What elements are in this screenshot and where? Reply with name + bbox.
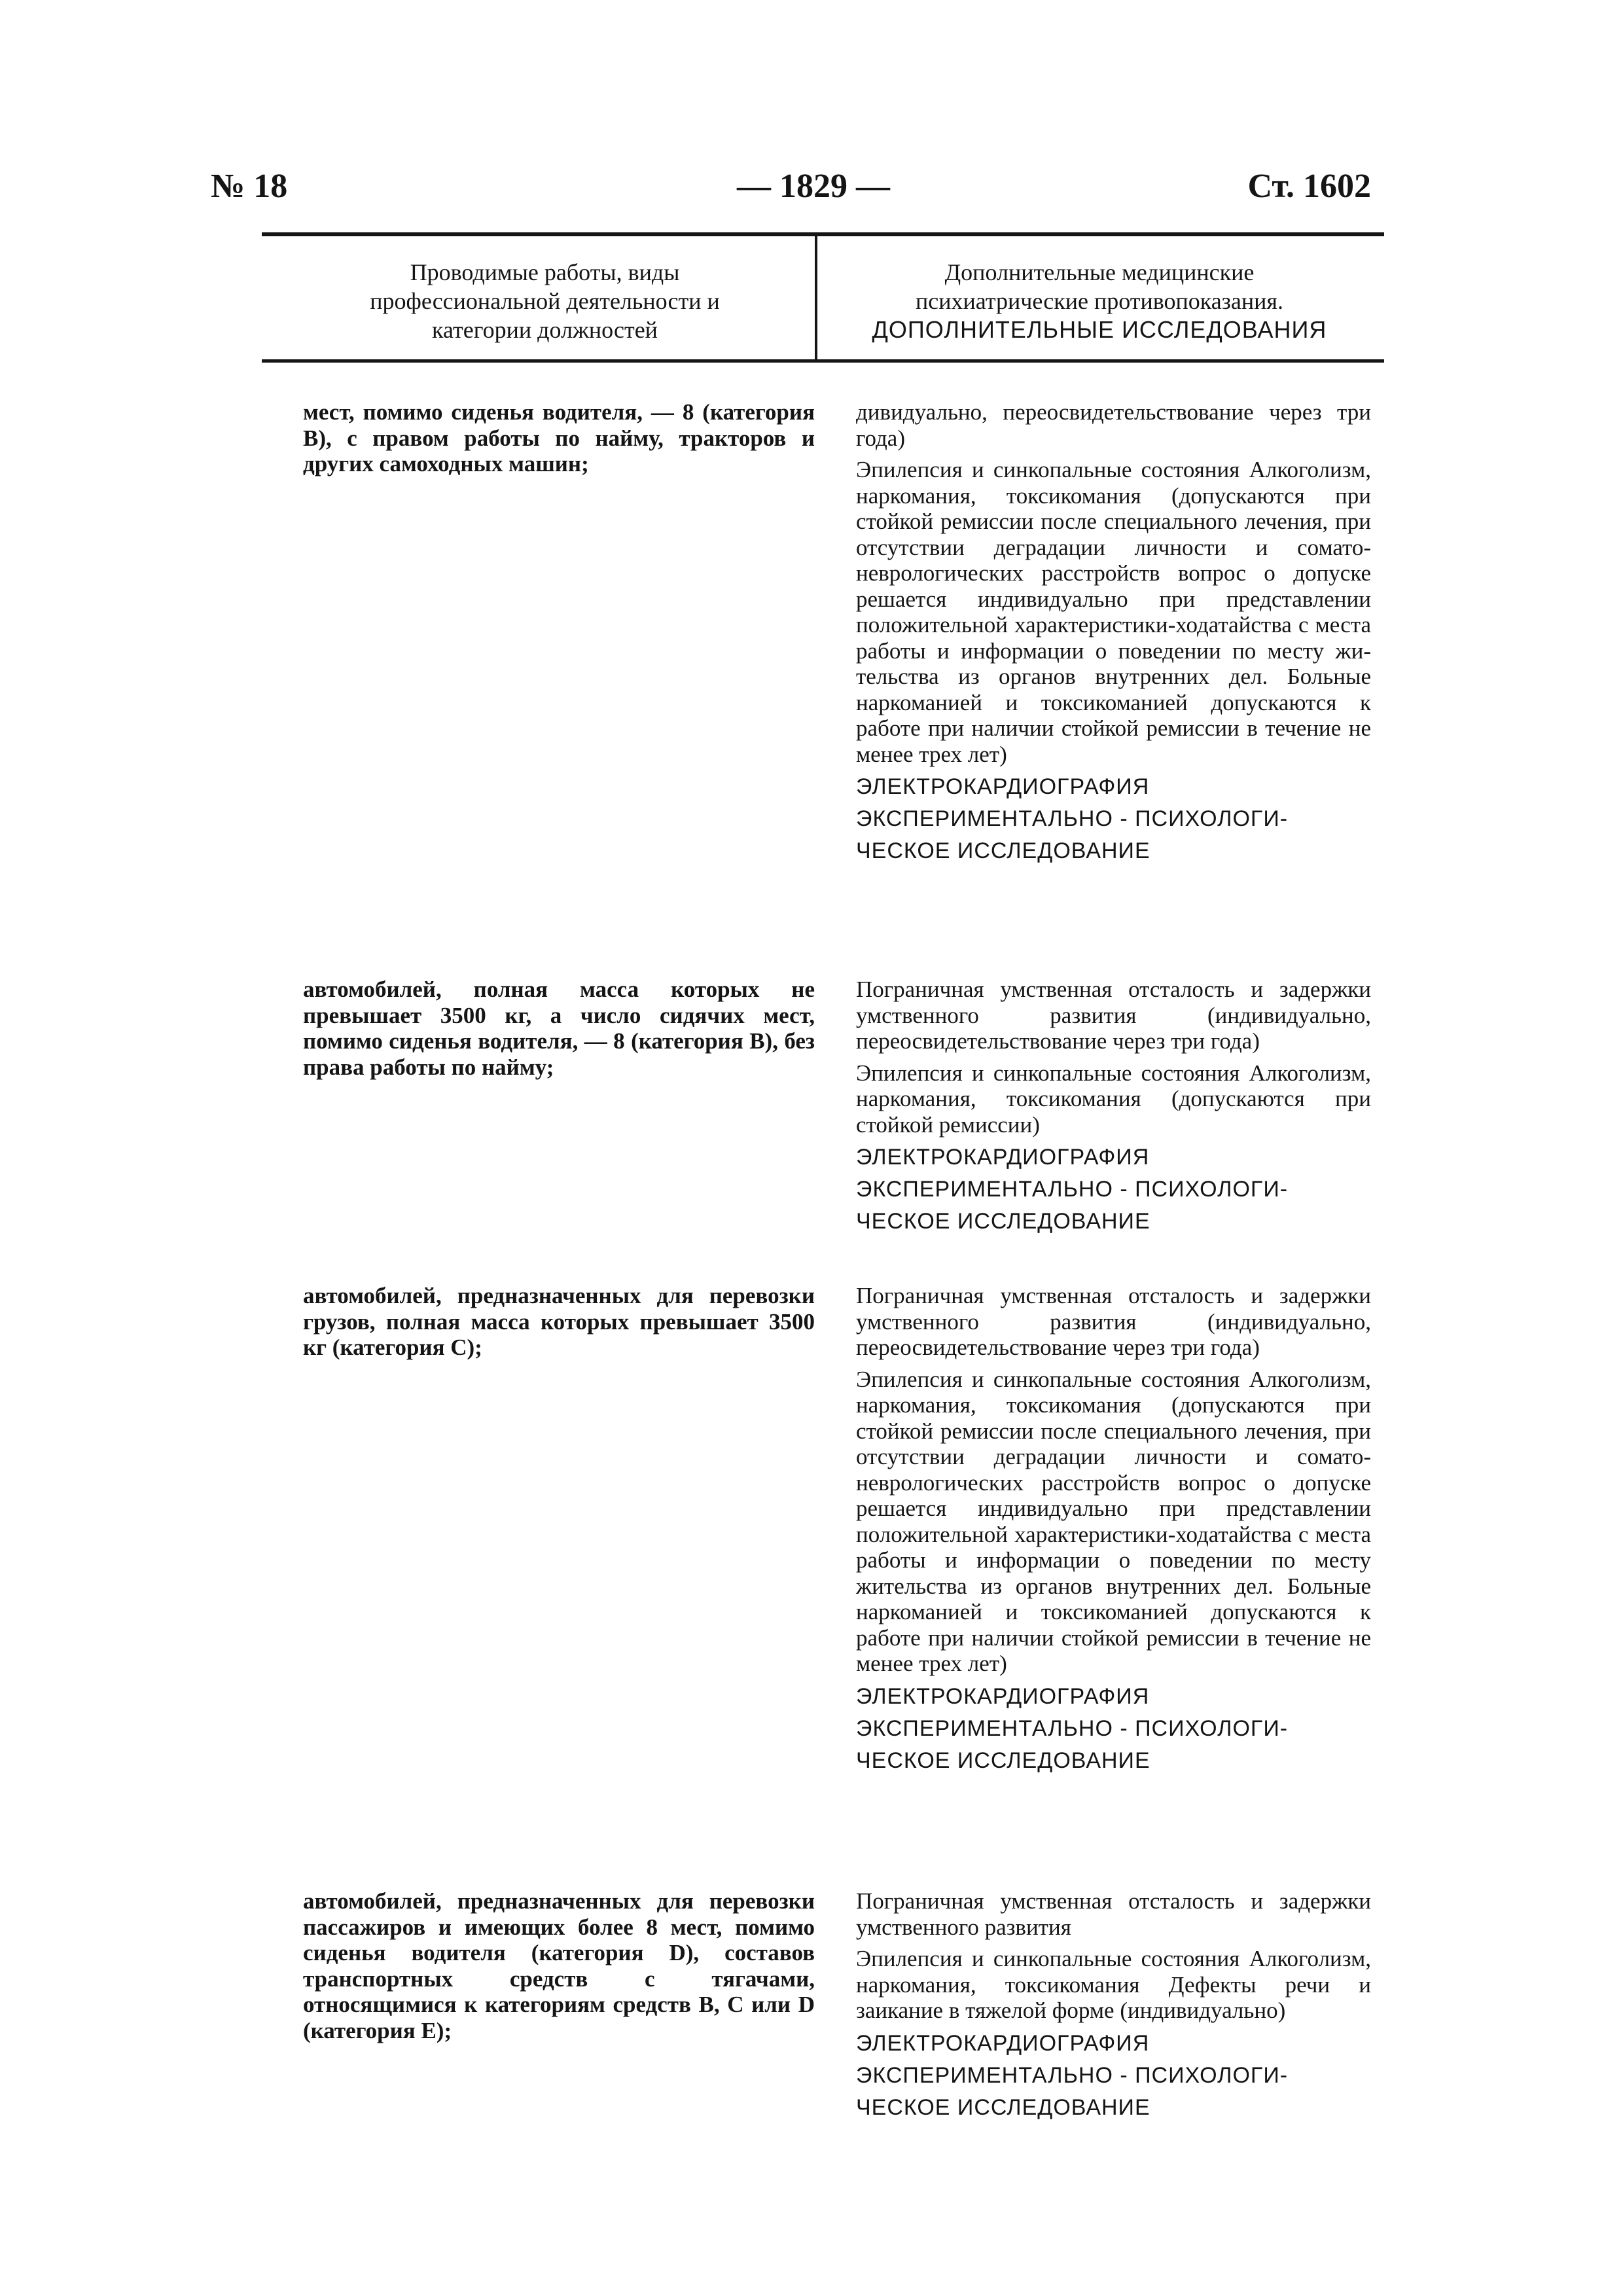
column-heading-line: профессиональной деятельности и <box>370 288 720 314</box>
table-top-rule <box>262 232 1384 236</box>
column-heading-line: ДОПОЛНИТЕЛЬНЫЕ ИССЛЕДОВАНИЯ <box>872 316 1327 343</box>
required-exam-ecg: ЭЛЕКТРОКАРДИОГРАФИЯ <box>856 2030 1150 2056</box>
column-heading-line: Проводимые работы, виды <box>410 259 680 285</box>
contraindication-text: Пограничная умственная отсталость и задержки умственного развития (индивидуально, переосвидетельствование через три года) <box>856 1283 1371 1360</box>
row-3-work-type: автомобилей, предназначенных для перевозки грузов, полная масса которых превышает 3500 кг (категория С); <box>303 1283 815 1360</box>
row-2-contraindications <box>856 977 1371 1238</box>
contraindication-text: Эпилепсия и синкопальные состояния Алкоголизм, наркомания, токсикомания (допускаются при стойкой ремиссии после специального лечения, при отсутствии деградации личности и соматоневрологических расстройств вопрос о допуске решается индивидуально при представлении положительной характеристики-ходатайства с места работы и информации о поведении по месту жительства из органов внутренних дел. Больные наркоманией и токсикоманией допускаются к работе при наличии стойкой ремиссии в течение не менее трех лет) <box>856 1366 1371 1676</box>
required-exam-ecg: ЭЛЕКТРОКАРДИОГРАФИЯ <box>856 774 1150 799</box>
column-heading-line: психиатрические противопоказания. <box>916 288 1283 314</box>
contraindication-text: Эпилепсия и синкопальные состояния Алкоголизм, наркомания, токсикомания Дефекты речи и заикание в тяжелой форме (индивидуально) <box>856 1946 1371 2023</box>
column-heading-line: категории должностей <box>432 317 658 343</box>
table-header-bottom-rule <box>262 359 1384 363</box>
required-exam-psych: ЧЕСКОЕ ИССЛЕДОВАНИЕ <box>856 1748 1150 1773</box>
contraindication-text: Эпилепсия и синкопальные состояния Алкоголизм, наркомания, токсикомания (допускаются при стойкой ремиссии после специального лечения, при отсутствии деградации личности и соматоневрологических расстройств вопрос о допуске решается индивидуально при представлении положительной характеристики-ходатайства с места работы и информации о поведении по месту жительства из органов внутренних дел. Больные наркоманией и токсикоманией допускаются к работе при наличии стойкой ремиссии в течение не менее трех лет) <box>856 457 1371 767</box>
required-exam-ecg: ЭЛЕКТРОКАРДИОГРАФИЯ <box>856 1145 1150 1170</box>
contraindication-text: Пограничная умственная отсталость и задержки умственного развития <box>856 1888 1371 1940</box>
row-4-contraindications <box>856 1888 1371 2124</box>
row-1-contraindications <box>856 399 1371 867</box>
required-exam-psych: ЧЕСКОЕ ИССЛЕДОВАНИЕ <box>856 2094 1150 2120</box>
required-exam-psych: ЧЕСКОЕ ИССЛЕДОВАНИЕ <box>856 838 1150 863</box>
column-heading-line: Дополнительные медицинские <box>944 259 1255 285</box>
column-heading-work-types <box>308 258 782 344</box>
required-exam-psych: ЭКСПЕРИМЕНТАЛЬНО - ПСИХОЛОГИ- <box>856 1177 1289 1202</box>
row-1-work-type: мест, помимо сиденья водителя, — 8 (категория В), с правом работы по найму, тракторов и других самоходных машин; <box>303 399 815 476</box>
required-exam-psych: ЧЕСКОЕ ИССЛЕДОВАНИЕ <box>856 1209 1150 1234</box>
page-number: — 1829 — <box>737 168 890 205</box>
contraindication-text: Эпилепсия и синкопальные состояния Алкоголизм, наркомания, токсикомания (допускаются при стойкой ремиссии) <box>856 1060 1371 1138</box>
row-3-contraindications <box>856 1283 1371 1777</box>
row-2-work-type: автомобилей, полная масса которых не превышает 3500 кг, а число сидячих мест, помимо сиденья водителя, — 8 (категория В), без права работы по найму; <box>303 977 815 1080</box>
required-exam-psych: ЭКСПЕРИМЕНТАЛЬНО - ПСИХОЛОГИ- <box>856 2062 1289 2088</box>
required-exam-psych: ЭКСПЕРИМЕНТАЛЬНО - ПСИХОЛОГИ- <box>856 1715 1289 1741</box>
required-exam-psych: ЭКСПЕРИМЕНТАЛЬНО - ПСИХОЛОГИ- <box>856 806 1289 831</box>
issue-number: № 18 <box>211 168 288 205</box>
required-exam-ecg: ЭЛЕКТРОКАРДИОГРАФИЯ <box>856 1683 1150 1709</box>
table-header-divider <box>815 236 817 359</box>
row-4-work-type: автомобилей, предназначенных для перевозки пассажиров и имеющих более 8 мест, помимо сиденья водителя (категория D), составов транспортных средств с тягачами, относящимися к категориям средств В, С или D (категория Е); <box>303 1888 815 2043</box>
contraindication-text: дивидуально, переосвидетельствование через три года) <box>856 399 1371 451</box>
contraindication-text: Пограничная умственная отсталость и задержки умственного развития (индивидуально, переосвидетельствование через три года) <box>856 977 1371 1054</box>
article-number: Ст. 1602 <box>1247 168 1371 205</box>
column-heading-contraindications <box>834 258 1364 344</box>
